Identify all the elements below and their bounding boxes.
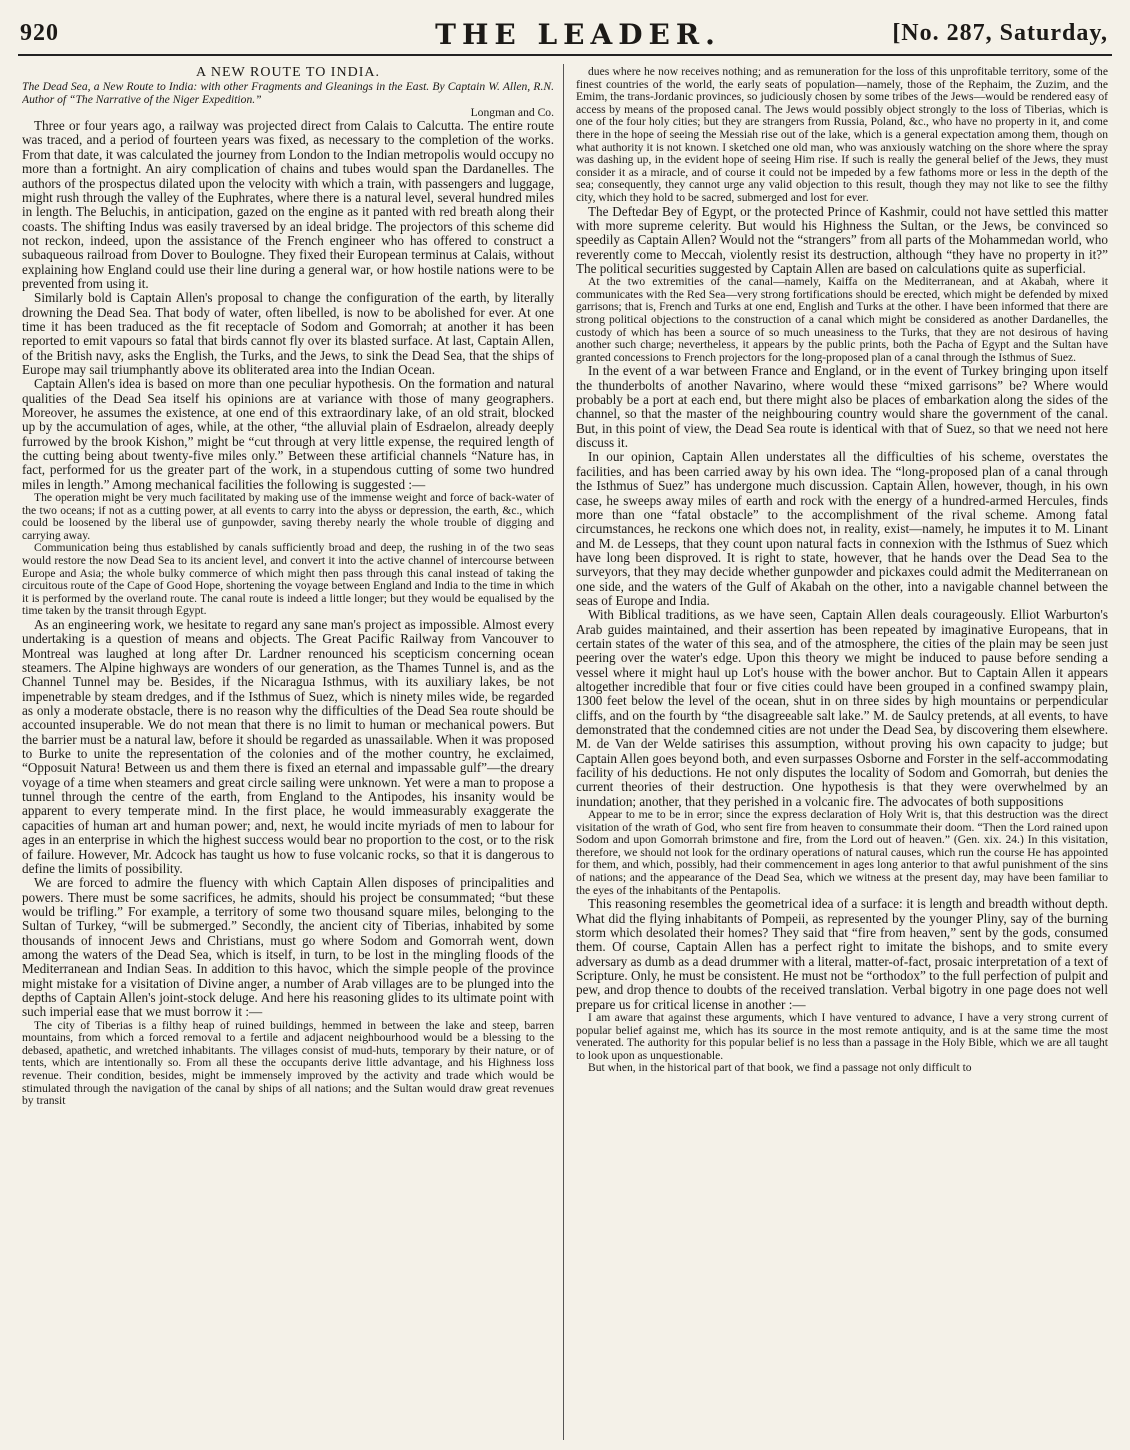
left-column [22,66,554,1438]
quote: The city of Tiberias is a filthy heap of ruined buildings, hemmed in between the lake and steep, barren mountains, from which a forced removal to a fertile and adjacent neighbourhood would be a blessing to the debased, apathetic, and wretched inhabitants. The villages consist of mud-huts, temporary by their nature, or of tents, which are intentionally so. From all these the occupants derive little advantage, and his Highness loss revenue. Their condition, besides, might be immensely improved by the activity and trade which would be stimulated through the navigation of the canal by ships of all nations; and the Sultan would draw great revenues by transit [22,1018,554,1108]
paragraph: Similarly bold is Captain Allen's proposal to change the configuration of the earth, by literally drowning the Dead Sea. That body of water, often libelled, is now to be abolished for ever. At one time it has been traduced as the fit receptacle of Sodom and Gomorrah; at another it has been reported to emit vapours so fatal that birds cannot fly over its blasted surface. At last, Captain Allen, of the British navy, asks the English, the Turks, and the Jews, to sink the Dead Sea, that the ships of Europe may sail triumphantly above its obliterated area into the Indian Ocean. [22,290,554,377]
quote: The operation might be very much facilitated by making use of the immense weight and force of back-water of the two oceans; if not as a cutting power, at all events to carry into the abyss or depression, the earth, &c., which could be loosened by the liberal use of gunpowder, saving thereby nearly the whole trouble of digging and carrying away. [22,491,554,542]
quote: dues where he now receives nothing; and as remuneration for the loss of this unprofitable territory, some of the finest countries of the world, the early seats of population—namely, those of the Rephaim, the Zuzim, and the Emim, the trans-Jordanic provinces, so judiciously chosen by some tribes of the Jews—would be rendered easy of access by means of the proposed canal. The Jews would possibly object strongly to the loss of Tiberias, which is one of the four holy cities; but they are strangers from Russia, Poland, &c., who have no property in it, and come there in the hope of seeing the Messiah rise out of the lake, which is a general expectation among them, though on what authority it is not known. I sketched one old man, who was anxiously watching on the shore where the spray was dashing up, in the evident hope of seeing Him rise. If such is really the general belief of the Jews, they must consider it as a miracle, and of course it could not be impeded by a few fathoms more or less in the depth of the sea; consequently, they cannot urge any valid objection to this result, though they may not like to see the filthy city, which they hold to be sacred, submerged and lost for ever. [576,66,1108,204]
column-rule [563,64,564,1440]
article-subtitle: The Dead Sea, a New Route to India: with other Fragments and Gleanings in the East. By Captain W. Allen, R.N. Author of “The Narrative of the Niger Expedition.” [22,80,554,106]
paragraph: With Biblical traditions, as we have seen, Captain Allen deals courageously. Elliot Warburton's Arab guides maintained, and their assertion has been repeated by imaginative Europeans, that in certain states of the water of this sea, and of the atmosphere, the cities of the plain may be seen just peering over the water's edge. Upon this theory we might be induced to pause before sending a vessel where it might haul up Lot's house with the bower anchor. But to Captain Allen it appears altogether incredible that four or five cities could have been grouped in a confined swampy plain, 1300 feet below the level of the ocean, shut in on three sides by high mountains or perpendicular cliffs, and on the fourth by “the disagreeable salt lake.” M. de Saulcy pretends, at all events, to have demonstrated that the condemned cities are not under the Dead Sea, by discovering them elsewhere. M. de Van der Welde satirises this assumption, without proving his own capacity to judge; but Captain Allen goes beyond both, and even surpasses Osborne and Forster in the self-accommodating facility of his deductions. He not only disputes the locality of Sodom and Gomorrah, but denies the current theories of their destruction. One hypothesis is that they were overwhelmed by an inundation; another, that they perished in a volcanic fire. The advocates of both suppositions [576,607,1108,809]
paragraph: We are forced to admire the fluency with which Captain Allen disposes of principalities and powers. There must be some sacrifices, he admits, should his project be consummated; “but these would be trifling.” For example, a territory of some two thousand square miles, belonging to the Sultan of Turkey, “will be submerged.” Secondly, the ancient city of Tiberias, inhabited by some thousands of innocent Jews and Christians, must go where Sodom and Gomorrah went, down among the waters of the Dead Sea, which is itself, in turn, to be lost in the mingling floods of the Mediterranean and Indian Seas. In addition to this havoc, which the simple people of the province might mistake for a visitation of Divine anger, a number of Arab villages are to be plunged into the depths of Captain Allen's joint-stock deluge. And here his reasoning glides to its ultimate point with such imperial ease that we must borrow it :— [22,875,554,1020]
page-number: 920 [20,20,59,46]
quote: I am aware that against these arguments, which I have ventured to advance, I have a very strong current of popular belief against me, which has its source in the most remote antiquity, and is at the same time the most venerated. The authority for this popular belief is no less than a passage in the Holy Bible, which we are all taught to look upon as unquestionable. [576,1010,1108,1062]
quote: At the two extremities of the canal—namely, Kaiffa on the Mediterranean, and at Akabah, where it communicates with the Red Sea—very strong fortifications should be erected, which might be defended by mixed garrisons; that is, French and Turks at one end, English and Turks at the other. I have been informed that there are strong political objections to the construction of a canal which might be considered as another Dardanelles, the custody of which has been a source of so much uneasiness to the Turks, that they are not desirous of having another such charge; nevertheless, it appears by the public prints, both the Pacha of Egypt and the Sultan have granted concessions to French projectors for the long-proposed plan of a canal through the Isthmus of Suez. [576,275,1108,364]
quote: Communication being thus established by canals sufficiently broad and deep, the rushing in of the two seas would restore the now Dead Sea to its ancient level, and convert it into the active channel of intercourse between Europe and Asia; the whole bulky commerce of which might then pass through this canal instead of taking the circuitous route of the Cape of Good Hope, shortening the voyage between England and India to the time in which it is performed by the overland route. The canal route is indeed a little longer; but they would be equalised by the time taken by the transit through Egypt. [22,541,554,618]
masthead: THE LEADER. [435,18,721,51]
paragraph: As an engineering work, we hesitate to regard any sane man's project as impossible. Almost every undertaking is a question of means and objects. The Great Pacific Railway from Vancouver to Montreal was laughed at long after Dr. Lardner renounced his scepticism concerning ocean steamers. The Alpine highways are wonders of our generation, as the Thames Tunnel is, and as the Channel Tunnel may be. Besides, if the Nicaragua Isthmus, with its auxiliary lakes, be not impenetrable by steam dredges, and if the Isthmus of Suez, which is ninety miles wide, be regarded as only a moderate obstacle, there is no reason why the difficulties of the Dead Sea route should be accounted insuperable. We do not mean that there is no limit to human or mechanical powers. But the barrier must be a natural law, before it should be regarded as unassailable. When it was proposed to Burke to unite the representation of the colonies and of the mother country, he exclaimed, “Opposuit Natura! Between us and them there is fixed an eternal and impassable gulf”—the dreary voyage of a time when steamers and great circle sailing were unknown. Yet were a man to propose a tunnel through the centre of the earth, from England to the Antipodes, his insanity would be apparent to every temperate mind. In the first place, he would immeasurably exaggerate the capacities of human art and human power; and, next, he would incite myriads of men to labour for ages in an enterprise in which the highest success would bear no proportion to the cost, or to the risk of failure. However, Mr. Adcock has taught us how to fuse volcanic rocks, so that it is dangerous to define the limits of possibility. [22,617,554,876]
page-header [18,18,1112,56]
paragraph: In our opinion, Captain Allen understates all the difficulties of his scheme, overstates the facilities, and has been carried away by his own idea. The “long-proposed plan of a canal through the Isthmus of Suez” has undergone much discussion. Captain Allen, however, though, in his own case, he sweeps away miles of earth and rock with the energy of a hundred-armed Hercules, finds more than one “fatal obstacle” to the accomplishment of the rival scheme. Among fatal circumstances, he reckons one which does not, in reality, exist—namely, he imputes it to M. Linant and M. de Lesseps, that they count upon natural facts in connexion with the Isthmus of Suez which have long been disproved. It is right to state, however, that he hands over the Dead Sea to the surveyors, that they may decide whether gunpowder and pickaxes could admit the Mediterranean on one side, and the waters of the Gulf of Akabah on the other, into a navigable channel between the seas of Europe and India. [576,449,1108,608]
paragraph: Captain Allen's idea is based on more than one peculiar hypothesis. On the formation and natural qualities of the Dead Sea itself his opinions are at variance with those of many geographers. Moreover, he assumes the existence, at one end of this extraordinary lake, of an old strait, blocked up by the accumulation of ages, while, at the other, “the alluvial plain of Esdraelon, already deeply furrowed by the brook Kishon,” might be “cut through at very little expense, the required length of the cutting being about twenty-five miles only.” Between these artificial channels “Nature has, in fact, performed for us the greater part of the work, in a stupendous cutting of some two hundred miles in length.” Among mechanical facilities the following is suggested :— [22,376,554,492]
paragraph: The Deftedar Bey of Egypt, or the protected Prince of Kashmir, could not have settled this matter with more supreme celerity. But would his Highness the Sultan, or the Jews, be convinced so speedily as Captain Allen? Would not the “strangers” from all parts of the Mohammedan world, who reverently come to Meccah, violently resist its destruction, although “they have no property in it?” The political securities suggested by Captain Allen are based on calculations quite as superficial. [576,203,1108,276]
paragraph: In the event of a war between France and England, or in the event of Turkey bringing upon itself the thunderbolts of another Navarino, where would these “mixed garrisons” be? Where would probably be a port at each end, but there might also be places of embarkation along the sides of the channel, so that the master of the neighbouring country would share the government of the canal. But, in this point of view, the Dead Sea route is identical with that of Suez, so that we need not here discuss it. [576,363,1108,451]
right-column [576,66,1108,1438]
quote: Appear to me to be in error; since the express declaration of Holy Writ is, that this destruction was the direct visitation of the wrath of God, who sent fire from heaven to consummate their doom. “Then the Lord rained upon Sodom and upon Gomorrah brimstone and fire, from the Lord out of heaven.” (Gen. xix. 24.) In this visitation, therefore, we should not look for the ordinary operations of natural causes, which run the course He has appointed for them, and which, possibly, had their commencement in ages long anterior to that awful punishment of the sins of nations; and the appearance of the Dead Sea, which we witness at the present day, may have been familiar to the eyes of the inhabitants of the Pentapolis. [576,808,1108,897]
article-title: A NEW ROUTE TO INDIA. [196,66,380,80]
article-publisher: Longman and Co. [470,105,554,119]
paragraph: This reasoning resembles the geometrical idea of a surface: it is length and breadth without depth. What did the flying inhabitants of Pompeii, as represented by the younger Pliny, say of the burning storm which desolated their homes? They said that “fire from heaven,” sent by the gods, consumed them. Of course, Captain Allen has a perfect right to imitate the bishops, and to smite every adversary as dumb as a dead drummer with a literal, matter-of-fact, prosaic interpretation of a text of Scripture. Only, he must be consistent. He must not be “orthodox” to the full perfection of pulpit and pew, and drop thence to doubts of the received translation. Verbal bigotry in one page does not well prepare us for critical license in another :— [576,896,1108,1012]
paragraph: Three or four years ago, a railway was projected direct from Calais to Calcutta. The entire route was traced, and a period of fourteen years was fixed, as necessary to the completion of the works. From that date, it was calculated the journey from London to the Indian metropolis would occupy no more than a fortnight. An airy complication of chains and tubes would span the Dardanelles. The authors of the prospectus dilated upon the velocity with which a train, with passengers and luggage, might rush through the valley of the Euphrates, where there is a natural level, several hundred miles in length. The Beluchis, in anticipation, gazed on the engine as it panted with red breath along their coasts. The shifting Indus was easily traversed by an ideal bridge. The projectors of this scheme did not reckon, indeed, upon the assistance of the French engineer who has offered to construct a subaqueous railroad from Dover to Boulogne. They fixed their European terminus at Calais, without explaining how England could use their line during a general war, or how hostile nations were to be prevented from using it. [22,118,554,291]
quote: But when, in the historical part of that book, we find a passage not only difficult to [588,1061,972,1075]
issue-info: [No. 287, Saturday, [892,20,1108,46]
